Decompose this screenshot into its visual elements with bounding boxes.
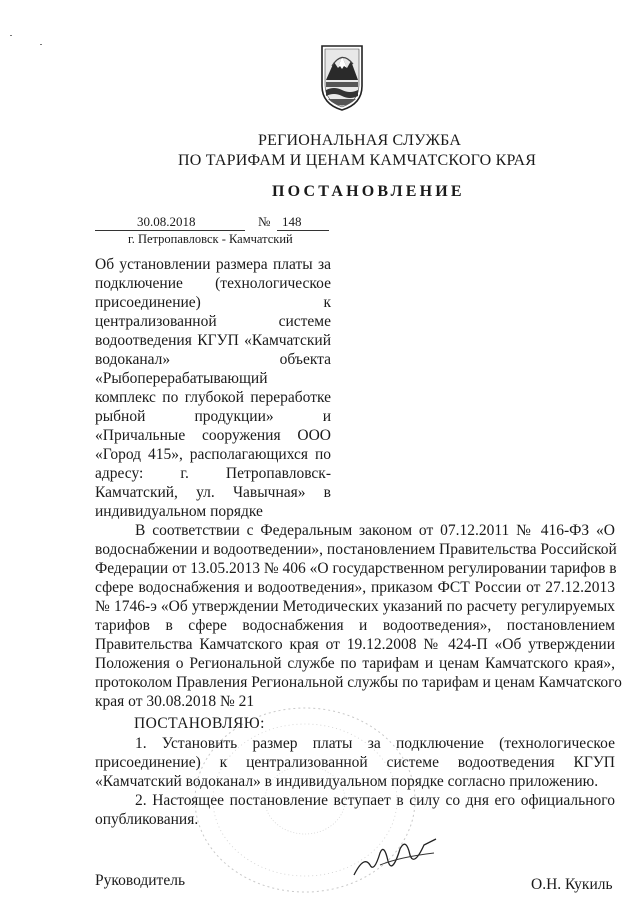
subject-line: подключение (технологическое xyxy=(95,275,331,292)
decree-item-line: 2. Настоящее постановление вступает в силу со дня его официального xyxy=(135,792,615,809)
preamble-line: края от 30.08.2018 № 21 xyxy=(95,693,255,710)
decree-item-line: «Камчатский водоканал» в индивидуальном порядке согласно приложению. xyxy=(95,773,599,790)
subject-line: комплекс по глубокой переработке xyxy=(95,389,331,406)
document-type-title: ПОСТАНОВЛЕНИЕ xyxy=(272,183,465,200)
preamble-line: сфере водоснабжения и водоотведения», приказом ФСТ России от 27.12.2013 xyxy=(95,579,615,596)
scan-speck xyxy=(40,44,42,45)
document-subject xyxy=(95,255,331,521)
preamble-paragraph xyxy=(95,521,622,711)
decree-heading: ПОСТАНОВЛЯЮ: xyxy=(134,715,265,732)
preamble-line: тарифов в сфере водоснабжения и водоотведения», постановлением xyxy=(95,617,615,634)
subject-line: «Причальные сооружения ООО xyxy=(95,427,331,444)
subject-line: «Рыбоперерабатывающий xyxy=(95,370,268,387)
document-number: 148 xyxy=(282,214,302,229)
subject-line: рыбной продукции» и xyxy=(95,408,331,425)
subject-line: водоканал» объекта xyxy=(95,351,331,368)
org-name-line2: ПО ТАРИФАМ И ЦЕНАМ КАМЧАТСКОГО КРАЯ xyxy=(178,152,537,169)
decree-item-line: 1. Установить размер платы за подключение (технологическое xyxy=(135,735,615,752)
signatory-name: О.Н. Кукиль xyxy=(531,876,613,893)
handwritten-signature xyxy=(350,835,440,880)
subject-line: Об установлении размера платы за xyxy=(95,256,331,273)
subject-line: Камчатский, ул. Чавычная» в xyxy=(95,484,331,501)
document-date: 30.08.2018 xyxy=(137,214,196,229)
signatory-position: Руководитель xyxy=(95,872,186,889)
preamble-line: Правительства Камчатского края от 19.12.2008 № 424-П «Об утверждении xyxy=(95,636,615,653)
preamble-line: водоснабжении и водоотведении», постановлением Правительства Российской xyxy=(95,541,617,558)
subject-line: «Город 415», располагающихся по xyxy=(95,446,331,463)
preamble-line: № 1746-э «Об утверждении Методических указаний по расчету регулируемых xyxy=(95,598,615,615)
scan-speck xyxy=(10,35,12,36)
number-sign: № xyxy=(258,214,271,229)
subject-line: централизованной системе xyxy=(95,313,331,330)
decree-item-line: присоединение) к централизованной системе водоотведения КГУП xyxy=(95,754,615,771)
preamble-line: Федерации от 13.05.2013 № 406 «О государственном регулировании тарифов в xyxy=(95,560,617,577)
coat-of-arms-emblem xyxy=(318,40,366,112)
subject-line: водоотведения КГУП «Камчатский xyxy=(95,332,331,349)
subject-line: индивидуальном порядке xyxy=(95,503,263,520)
document-city: г. Петропавловск - Камчатский xyxy=(128,232,293,246)
date-underline xyxy=(95,230,245,231)
subject-line: адресу: г. Петропавловск- xyxy=(95,465,331,482)
subject-line: присоединение) к xyxy=(95,294,331,311)
preamble-line: протоколом Правления Региональной службы по тарифам и ценам Камчатского xyxy=(95,674,622,691)
preamble-line: Положения о Региональной службе по тарифам и ценам Камчатского края», xyxy=(95,655,615,672)
decree-item-line: опубликования. xyxy=(95,811,199,828)
preamble-line: В соответствии с Федеральным законом от 07.12.2011 № 416-ФЗ «О xyxy=(135,522,615,539)
org-name-line1: РЕГИОНАЛЬНАЯ СЛУЖБА xyxy=(258,132,462,149)
number-underline xyxy=(277,230,329,231)
